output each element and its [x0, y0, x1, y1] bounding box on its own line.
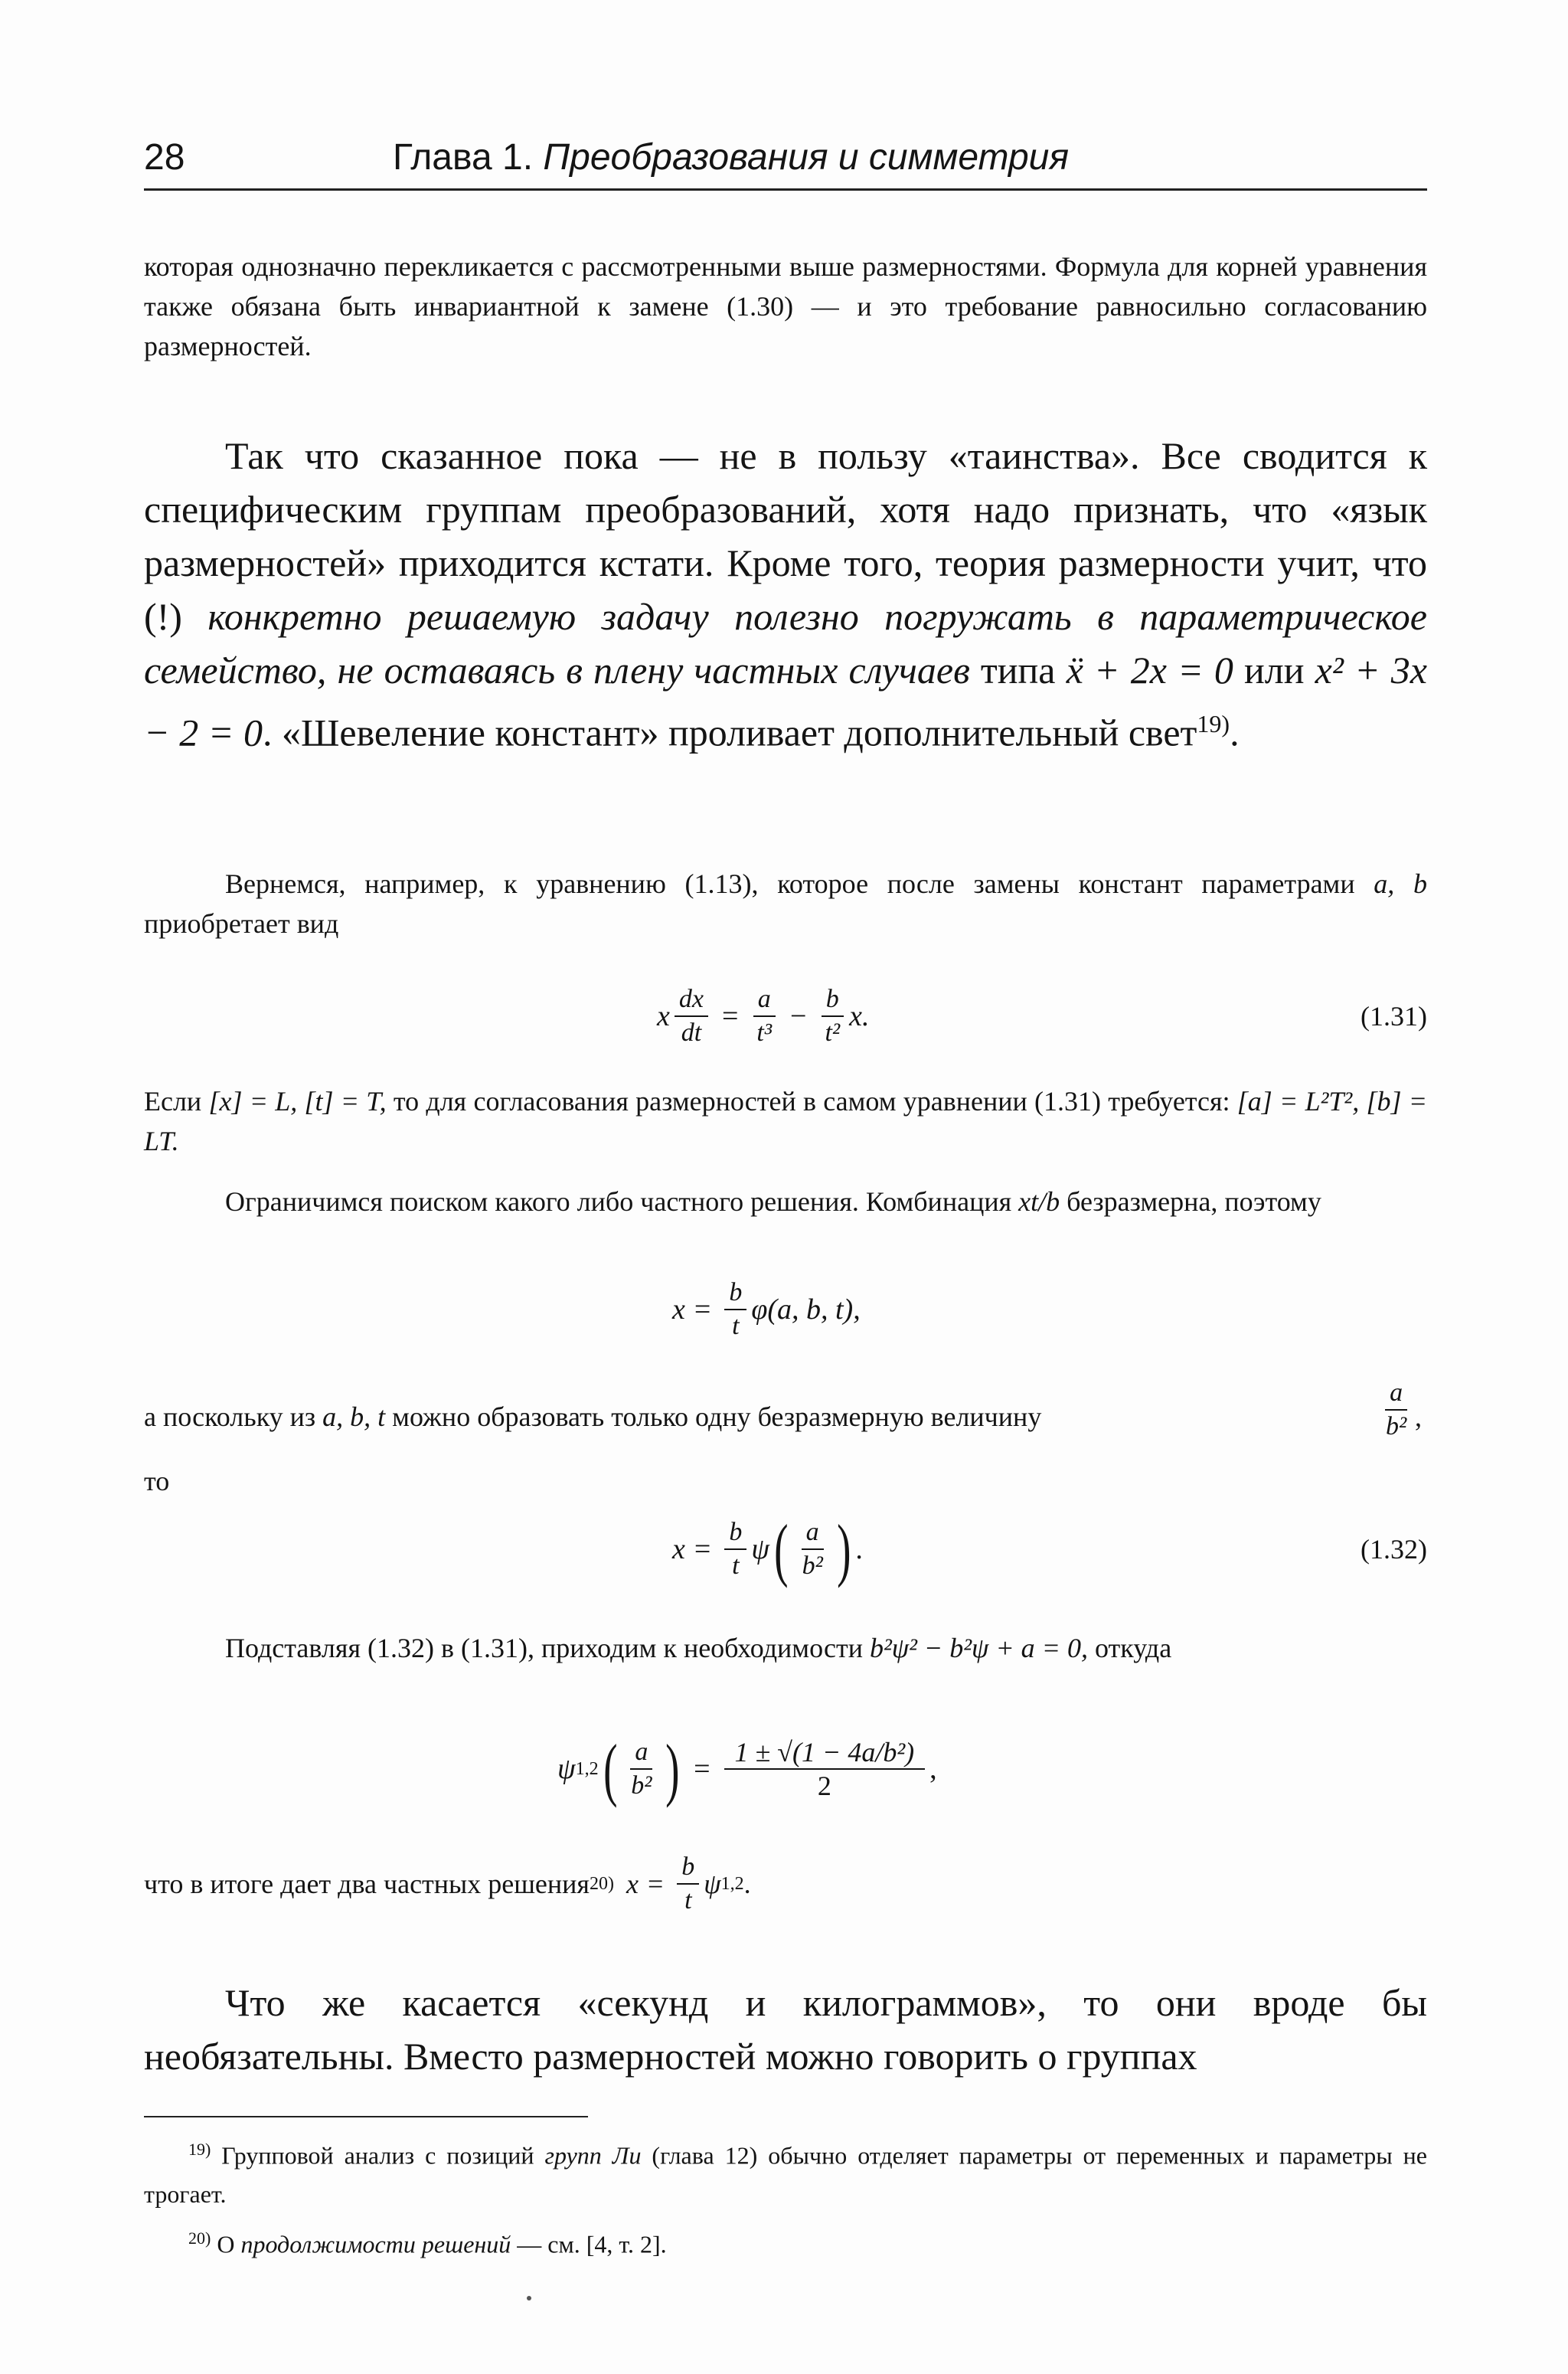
eqphi-b: b [724, 1277, 746, 1310]
footnote-rule [144, 2116, 588, 2117]
paragraph-6-to: то [144, 1466, 170, 1496]
footnote-19 [144, 2130, 1427, 2213]
eq132-b: b [724, 1516, 746, 1550]
p2-text-3: типа [969, 649, 1067, 692]
eq131-t3: t³ [756, 1019, 773, 1047]
equation-psi [144, 1715, 1427, 1823]
p8-equals: = [647, 1869, 664, 1899]
eqphi-rhs: φ(a, b, t), [751, 1293, 861, 1326]
eq132-equals: = [694, 1533, 711, 1565]
eq131-t2: t² [825, 1019, 841, 1047]
p2-math-1: ẍ + 2x = 0 [1066, 649, 1233, 692]
paragraph-6 [144, 1377, 1427, 1454]
footnote-20-emphasis: продолжимости решений [240, 2230, 511, 2258]
p4-text-1: Если [144, 1086, 209, 1117]
eqpsi-lparen: ( [603, 1730, 618, 1808]
p5-text-1: Ограничимся поиском какого либо частного решения. Комбинация [225, 1186, 1019, 1217]
eq131-a: a [753, 983, 776, 1017]
p2-math-2: x² + 3x − 2 = 0 [144, 649, 1427, 754]
eqpsi-denominator: 2 [817, 1771, 831, 1801]
eqpsi-tail: , [929, 1753, 937, 1785]
p6-math: a, b, t [322, 1401, 386, 1432]
p8-text: что в итоге дает два частных решения [144, 1869, 590, 1899]
scan-speck [527, 2296, 531, 2300]
p2-text-6: . [1230, 711, 1240, 754]
running-title [393, 135, 1069, 181]
footnote-ref-19: 19) [1197, 710, 1230, 737]
eq132-lparen: ( [774, 1510, 789, 1588]
paragraph-4 [144, 1081, 1427, 1161]
p6-line-1 [144, 1397, 1041, 1437]
p4-math-1: [x] = L, [t] = T, [208, 1086, 387, 1117]
eq131-minus: − [790, 1000, 807, 1032]
eqphi-frac [724, 1277, 746, 1342]
p4-math-2: [a] = L²T², [b] = LT. [144, 1086, 1427, 1156]
page-header [144, 135, 1427, 191]
p8-tail: . [743, 1869, 751, 1899]
footnote-20-text-2: — см. [4, т. 2]. [511, 2230, 667, 2258]
eq131-tail: x. [849, 1000, 870, 1032]
p8-x: x [626, 1869, 639, 1899]
p8-sub: 1,2 [720, 1874, 744, 1894]
eqpsi-b2: b² [631, 1771, 652, 1800]
eqpsi-equals: = [694, 1753, 710, 1785]
footnote-20-text-1: О [211, 2230, 241, 2258]
equation-phi [144, 1267, 1427, 1352]
paragraph-9: Что же касается «секунд и килограммов», то они вроде бы необязательны. Вместо размерностей можно говорить о группах [144, 1981, 1427, 2078]
eq131-b: b [822, 983, 844, 1017]
p3-text-1: Вернемся, например, к уравнению (1.13), которое после замены констант параметрами [225, 868, 1374, 899]
paragraph-7 [144, 1628, 1427, 1668]
p7-math: b²ψ² − b²ψ + a = 0, [869, 1633, 1088, 1663]
p5-math: xt/b [1018, 1186, 1060, 1217]
chapter-title: Преобразования и симметрия [543, 137, 1069, 178]
paragraph-2 [144, 429, 1427, 760]
footnote-19-mark: 19) [188, 2140, 211, 2159]
p6-text-2: можно образовать только одну безразмерную величину [385, 1401, 1042, 1432]
p4-text-2: то для согласования размерностей в самом уравнении (1.31) требуется: [386, 1086, 1237, 1117]
eq131-equals: = [721, 1000, 739, 1032]
eqpsi-rparen: ) [665, 1730, 680, 1808]
equation-1-31-body [657, 974, 870, 1058]
p6-comma: , [1415, 1401, 1422, 1432]
p6-frac-b2: b² [1386, 1412, 1407, 1440]
p6-frac [1381, 1377, 1411, 1443]
eq131-x: x [657, 1000, 670, 1032]
p6-text-1: а поскольку из [144, 1401, 323, 1432]
eqpsi-frac-ab2 [626, 1736, 656, 1802]
eq131-frac-dxdt [675, 983, 708, 1049]
equation-1-32-body [672, 1499, 863, 1599]
eq131-frac-a [752, 983, 776, 1049]
footnote-19-emphasis: групп Ли [544, 2141, 642, 2170]
equation-psi-body [557, 1715, 937, 1823]
eqpsi-frac-root [724, 1736, 926, 1802]
p8-b: b [677, 1851, 699, 1885]
eqphi-t: t [732, 1312, 740, 1340]
p2-text-1: Так что сказанное пока — не в пользу «таинства». Все сводится к специфическим группам преобразований, хотя надо признать, что «язык размерностей» приходится кстати. Кроме того, теория размерности учит, что (!) [144, 434, 1427, 638]
equation-number-1-31: (1.31) [1361, 1001, 1427, 1032]
footnote-ref-20: 20) [590, 1874, 614, 1894]
p8-frac [677, 1851, 699, 1917]
equation-1-31 [144, 974, 1427, 1058]
eq132-rparen: ) [836, 1510, 851, 1588]
p8-t: t [684, 1886, 692, 1915]
p7-text-2: откуда [1087, 1633, 1172, 1663]
p8-line [144, 1842, 751, 1926]
eq132-psi: ψ [751, 1533, 769, 1565]
p2-text-4: или [1233, 649, 1315, 692]
p8-psi: ψ [704, 1869, 721, 1899]
p3-text-2: приобретает вид [144, 908, 339, 939]
footnote-20 [144, 2219, 1427, 2264]
eq132-tail: . [855, 1533, 863, 1565]
eqpsi-sub: 1,2 [575, 1758, 599, 1779]
eqpsi-psi: ψ [557, 1753, 576, 1785]
footnote-20-mark: 20) [188, 2228, 211, 2248]
eq132-b2: b² [802, 1552, 823, 1580]
paragraph-5 [144, 1182, 1427, 1221]
equation-number-1-32: (1.32) [1361, 1534, 1427, 1565]
eqpsi-a: a [630, 1736, 652, 1770]
p5-text-2: безразмерна, поэтому [1060, 1186, 1321, 1217]
p2-emphasis: конкретно решаемую задачу полезно погружать в параметрическое семейство, не оставаясь в плену частных случаев [144, 595, 1427, 692]
p6-frac-a: a [1385, 1377, 1407, 1411]
p7-text-1: Подставляя (1.32) в (1.31), приходим к необходимости [225, 1633, 870, 1663]
paragraph-1: которая однозначно перекликается с рассмотренными выше размерностями. Формула для корней уравнения также обязана быть инвариантной к замене (1.30) — и это требование равносильно согласованию размерностей. [144, 251, 1427, 361]
chapter-label: Глава 1. [393, 137, 534, 178]
equation-1-32 [144, 1499, 1427, 1599]
eq132-frac-bt [724, 1516, 746, 1582]
eq132-a: a [802, 1516, 824, 1550]
footnote-19-text-2: (глава 12) обычно отделяет параметры от переменных и параметры не трогает. [144, 2141, 1428, 2208]
footnote-19-text-1: Групповой анализ с позиций [211, 2141, 545, 2170]
eq132-t: t [732, 1552, 740, 1580]
eq131-frac-b [820, 983, 844, 1049]
equation-phi-body [672, 1267, 861, 1352]
eqphi-equals: = [694, 1293, 711, 1326]
paragraph-3 [144, 864, 1427, 943]
paragraph-8 [144, 1842, 1427, 1926]
eq132-frac-ab2 [798, 1516, 828, 1582]
page-number: 28 [144, 137, 185, 178]
eq131-dt: dt [681, 1019, 702, 1047]
eq132-x: x [672, 1533, 685, 1565]
eqphi-x: x [672, 1293, 685, 1326]
p3-math: a, b [1374, 868, 1427, 899]
eq131-dx: dx [675, 983, 708, 1017]
eqpsi-numerator: 1 ± √(1 − 4a/b²) [724, 1736, 926, 1770]
p2-text-5: . «Шевеление констант» проливает дополнительный свет [262, 711, 1197, 754]
